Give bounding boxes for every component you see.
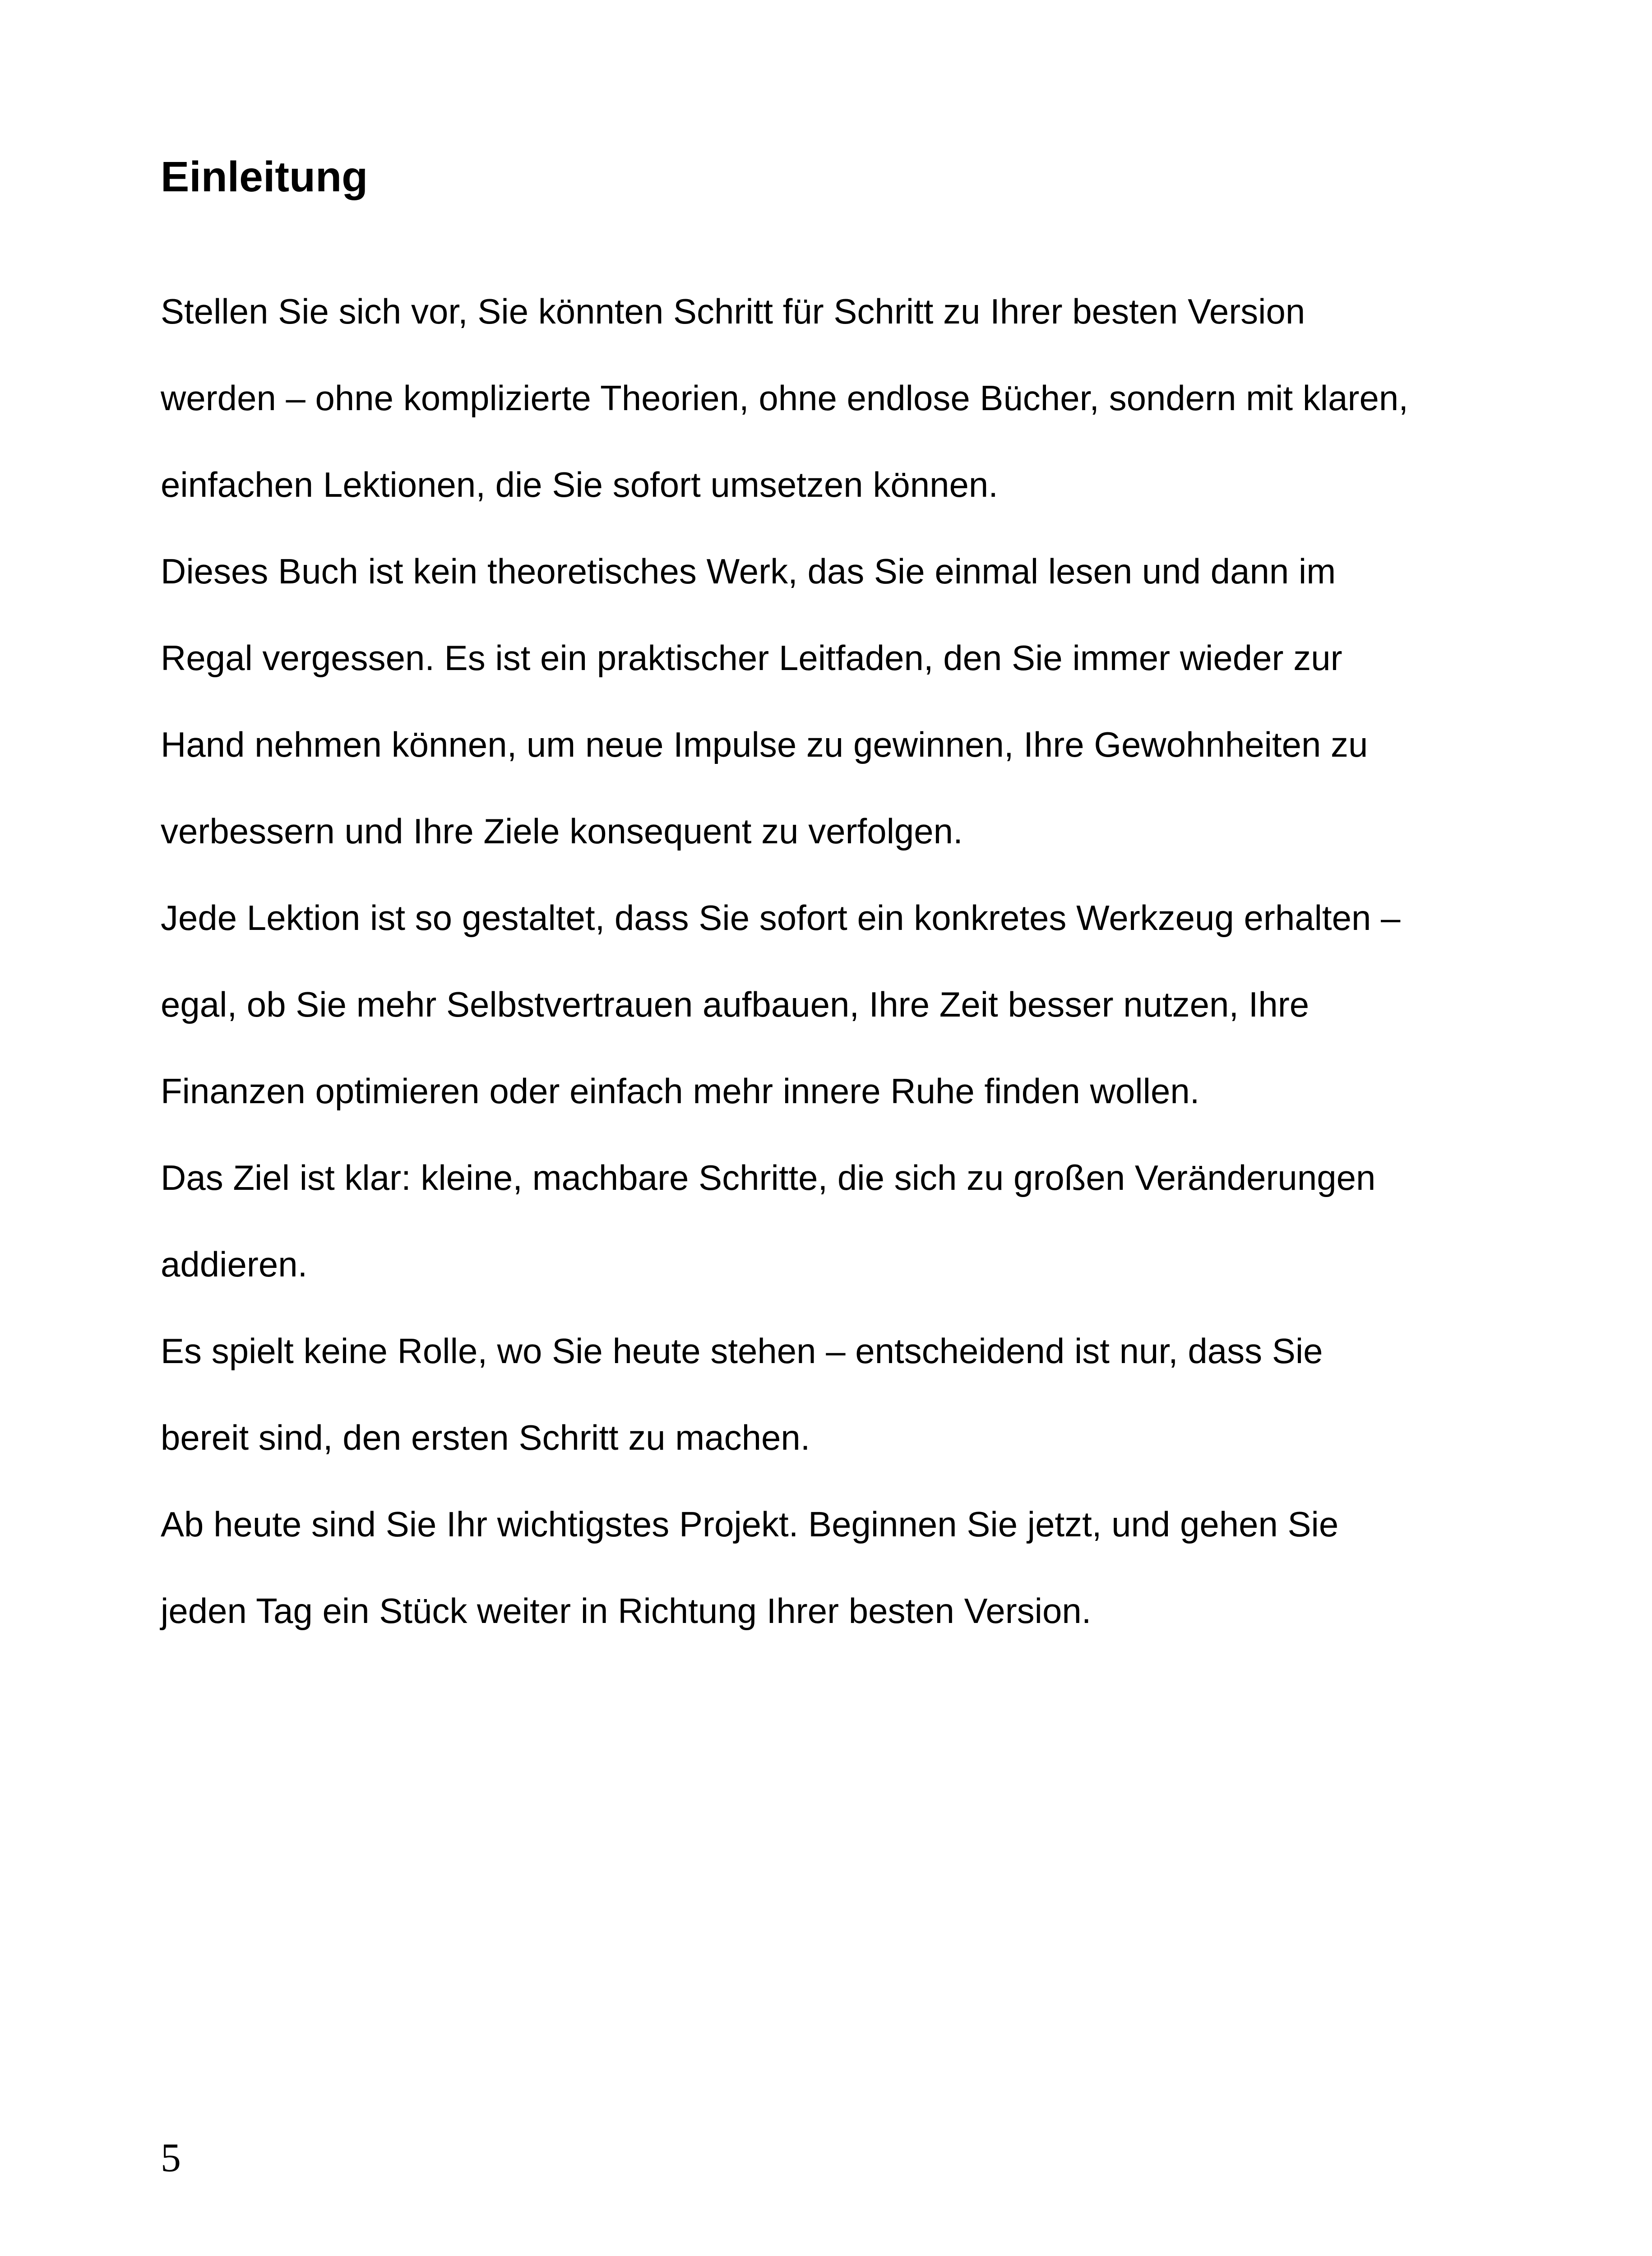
- text-line: Es spielt keine Rolle, wo Sie heute stehen – entscheidend ist nur, dass Sie: [161, 1331, 1323, 1371]
- page-number: 5: [161, 2136, 181, 2180]
- text-line: Ab heute sind Sie Ihr wichtigstes Projekt. Beginnen Sie jetzt, und gehen Sie: [161, 1504, 1339, 1544]
- text-line: Dieses Buch ist kein theoretisches Werk, das Sie einmal lesen und dann im: [161, 551, 1336, 591]
- text-line: Das Ziel ist klar: kleine, machbare Schritte, die sich zu großen Veränderungen: [161, 1158, 1376, 1197]
- text-line: Jede Lektion ist so gestaltet, dass Sie sofort ein konkretes Werkzeug erhalten –: [161, 898, 1401, 938]
- text-line: einfachen Lektionen, die Sie sofort umsetzen können.: [161, 465, 998, 504]
- page-title: Einleitung: [161, 153, 368, 201]
- body-text: [161, 289, 1408, 1675]
- text-line: Hand nehmen können, um neue Impulse zu gewinnen, Ihre Gewohnheiten zu: [161, 725, 1368, 764]
- text-line: Finanzen optimieren oder einfach mehr innere Ruhe finden wollen.: [161, 1071, 1200, 1111]
- text-line: egal, ob Sie mehr Selbstvertrauen aufbauen, Ihre Zeit besser nutzen, Ihre: [161, 985, 1310, 1024]
- text-line: addieren.: [161, 1244, 308, 1284]
- text-line: verbessern und Ihre Ziele konsequent zu verfolgen.: [161, 811, 963, 851]
- text-line: Stellen Sie sich vor, Sie könnten Schritt für Schritt zu Ihrer besten Version: [161, 291, 1305, 331]
- text-line: jeden Tag ein Stück weiter in Richtung Ihrer besten Version.: [161, 1591, 1092, 1631]
- text-line: Regal vergessen. Es ist ein praktischer Leitfaden, den Sie immer wieder zur: [161, 638, 1342, 678]
- text-line: werden – ohne komplizierte Theorien, ohne endlose Bücher, sondern mit klaren,: [161, 378, 1408, 418]
- text-line: bereit sind, den ersten Schritt zu machen.: [161, 1418, 810, 1457]
